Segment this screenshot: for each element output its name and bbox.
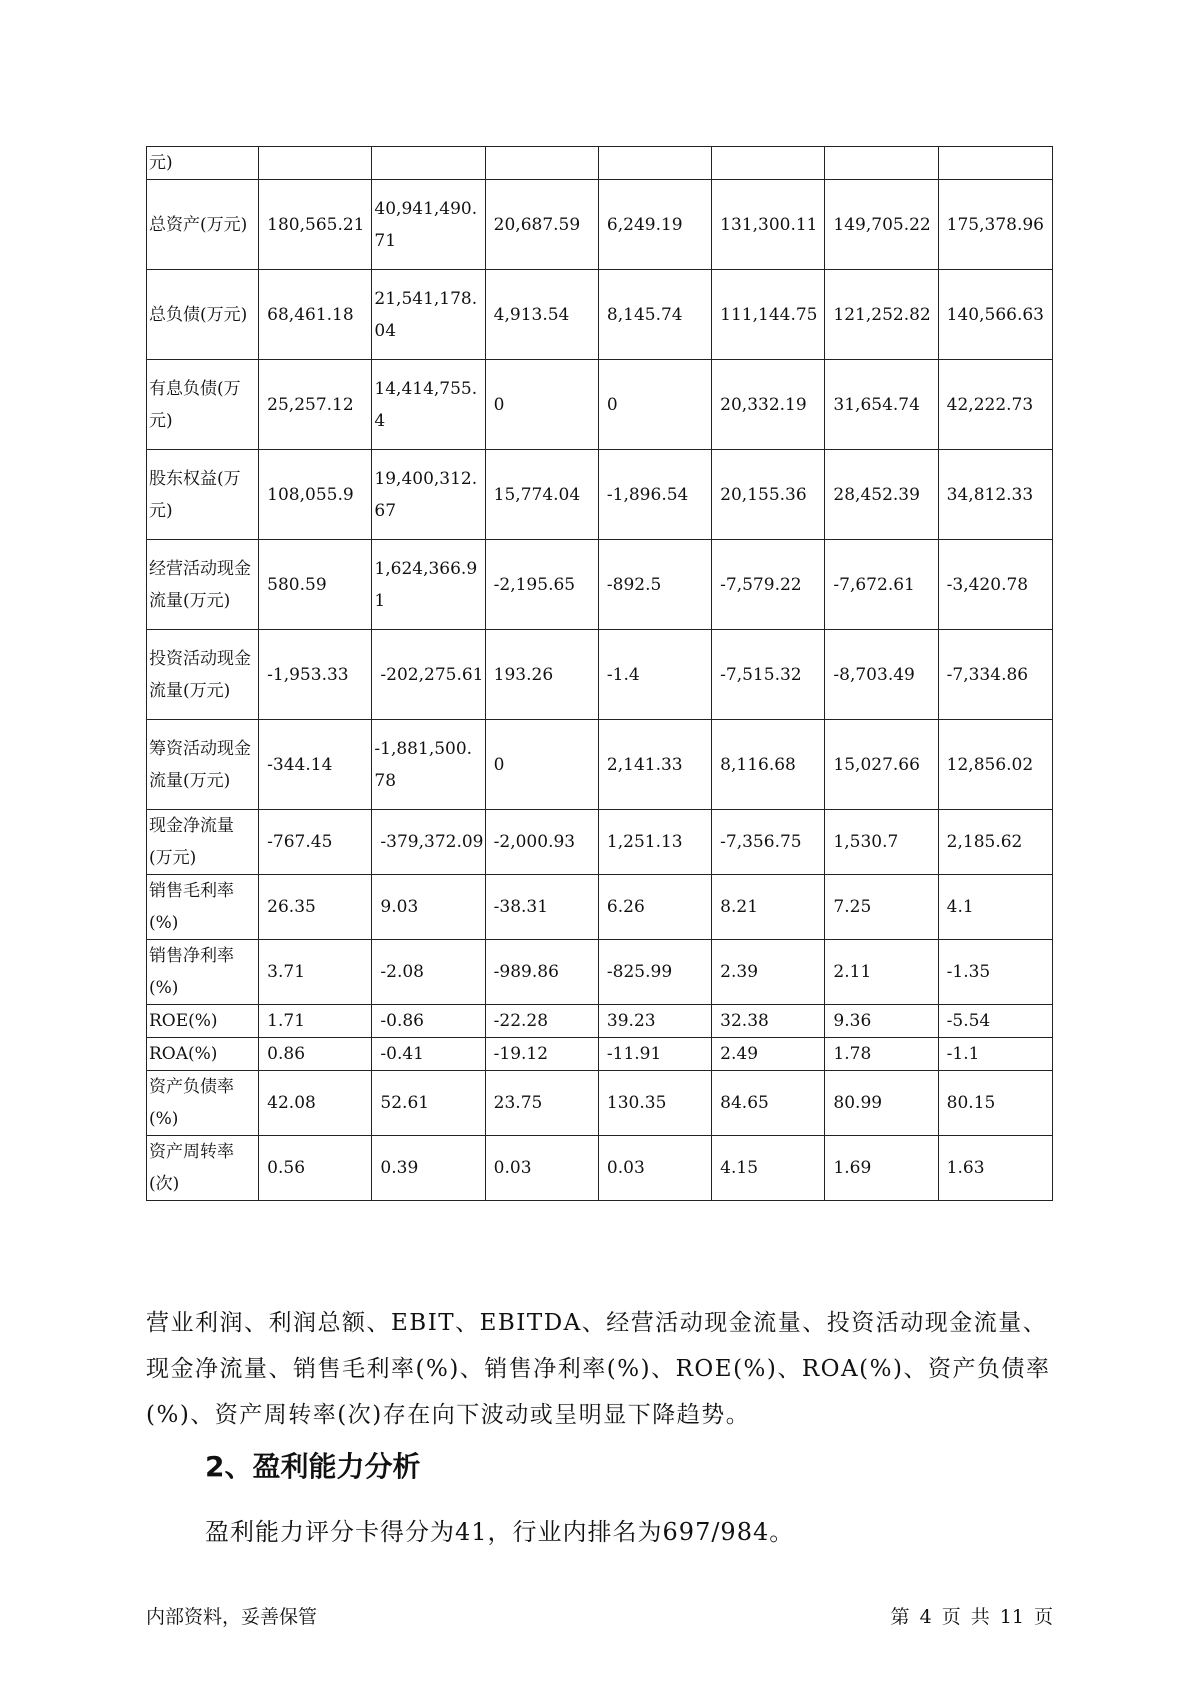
row-label: ROA(%)	[147, 1038, 259, 1071]
table-cell: 42,222.73	[938, 360, 1052, 450]
table-cell: 14,414,755.4	[372, 360, 485, 450]
table-cell: -2,195.65	[485, 540, 598, 630]
table-cell: 149,705.22	[825, 180, 938, 270]
table-cell: 19,400,312.67	[372, 450, 485, 540]
table-cell: -202,275.61	[372, 630, 485, 720]
table-cell: 12,856.02	[938, 720, 1052, 810]
table-cell: 130.35	[598, 1071, 711, 1136]
table-cell: 34,812.33	[938, 450, 1052, 540]
table-cell: 180,565.21	[259, 180, 372, 270]
footer-page-number: 第 4 页 共 11 页	[890, 1606, 1053, 1628]
table-cell: -344.14	[259, 720, 372, 810]
table-cell: -1.1	[938, 1038, 1052, 1071]
table-cell: -1,896.54	[598, 450, 711, 540]
table-cell: 28,452.39	[825, 450, 938, 540]
table-cell: 80.15	[938, 1071, 1052, 1136]
table-cell: 1.63	[938, 1136, 1052, 1201]
table-cell: -825.99	[598, 940, 711, 1005]
table-cell: -3,420.78	[938, 540, 1052, 630]
table-row	[147, 270, 1053, 360]
table-cell: 20,687.59	[485, 180, 598, 270]
row-label: 经营活动现金流量(万元)	[147, 540, 259, 630]
table-cell: 21,541,178.04	[372, 270, 485, 360]
table-cell: 2.11	[825, 940, 938, 1005]
row-label: 股东权益(万元)	[147, 450, 259, 540]
table-row	[147, 180, 1053, 270]
table-cell: 31,654.74	[825, 360, 938, 450]
table-cell: 0.86	[259, 1038, 372, 1071]
trend-summary-paragraph: 营业利润、利润总额、EBIT、EBITDA、经营活动现金流量、投资活动现金流量、现金净流量、销售毛利率(%)、销售净利率(%)、ROE(%)、ROA(%)、资产负债率(%)、资产周转率(次)存在向下波动或呈明显下降趋势。	[146, 1310, 1051, 1428]
table-cell: 25,257.12	[259, 360, 372, 450]
row-label: 筹资活动现金流量(万元)	[147, 720, 259, 810]
table-cell: 9.03	[372, 875, 485, 940]
table-cell	[372, 147, 485, 180]
table-row	[147, 147, 1053, 180]
table-cell: -1,881,500.78	[372, 720, 485, 810]
table-cell: 3.71	[259, 940, 372, 1005]
table-row	[147, 540, 1053, 630]
table-cell: 2.49	[712, 1038, 825, 1071]
table-body	[147, 147, 1053, 1201]
row-label: 元)	[147, 147, 259, 180]
table-row	[147, 1038, 1053, 1071]
table-cell: 1.69	[825, 1136, 938, 1201]
table-cell: 68,461.18	[259, 270, 372, 360]
table-cell: 0	[485, 360, 598, 450]
table-cell: -892.5	[598, 540, 711, 630]
table-cell: 2.39	[712, 940, 825, 1005]
table-cell	[259, 147, 372, 180]
row-label: ROE(%)	[147, 1005, 259, 1038]
table-cell: 2,141.33	[598, 720, 711, 810]
table-cell: 0	[485, 720, 598, 810]
table-cell: 0.03	[485, 1136, 598, 1201]
row-label: 销售毛利率(%)	[147, 875, 259, 940]
table-cell: 8,116.68	[712, 720, 825, 810]
table-row	[147, 720, 1053, 810]
table-cell	[598, 147, 711, 180]
table-cell: 8,145.74	[598, 270, 711, 360]
table-cell: -2,000.93	[485, 810, 598, 875]
table-cell: 2,185.62	[938, 810, 1052, 875]
table-cell: 1,530.7	[825, 810, 938, 875]
table-cell: -2.08	[372, 940, 485, 1005]
table-cell: 1,624,366.91	[372, 540, 485, 630]
table-cell: -0.41	[372, 1038, 485, 1071]
table-cell: 20,155.36	[712, 450, 825, 540]
table-cell: 26.35	[259, 875, 372, 940]
table-cell: 1.78	[825, 1038, 938, 1071]
table-cell: 42.08	[259, 1071, 372, 1136]
table-cell: -379,372.09	[372, 810, 485, 875]
table-cell: 1,251.13	[598, 810, 711, 875]
table-cell	[825, 147, 938, 180]
table-row	[147, 450, 1053, 540]
table-cell: 15,774.04	[485, 450, 598, 540]
table-cell: 108,055.9	[259, 450, 372, 540]
table-row	[147, 875, 1053, 940]
row-label: 销售净利率(%)	[147, 940, 259, 1005]
footer-confidential-note: 内部资料，妥善保管	[146, 1606, 318, 1628]
table-cell: -38.31	[485, 875, 598, 940]
table-cell: 6,249.19	[598, 180, 711, 270]
table-row	[147, 810, 1053, 875]
table-cell	[485, 147, 598, 180]
table-cell: 23.75	[485, 1071, 598, 1136]
table-cell: 0.39	[372, 1136, 485, 1201]
table-cell: 121,252.82	[825, 270, 938, 360]
table-cell: 9.36	[825, 1005, 938, 1038]
table-cell: -767.45	[259, 810, 372, 875]
table-row	[147, 630, 1053, 720]
row-label: 现金净流量(万元)	[147, 810, 259, 875]
table-cell: -1.4	[598, 630, 711, 720]
table-cell: 0	[598, 360, 711, 450]
table-cell: 193.26	[485, 630, 598, 720]
table-cell: -989.86	[485, 940, 598, 1005]
row-label: 有息负债(万元)	[147, 360, 259, 450]
section-heading: 2、盈利能力分析	[205, 1450, 421, 1483]
table-cell: -19.12	[485, 1038, 598, 1071]
table-cell: 39.23	[598, 1005, 711, 1038]
table-row	[147, 1005, 1053, 1038]
table-cell: -7,356.75	[712, 810, 825, 875]
table-cell: 140,566.63	[938, 270, 1052, 360]
row-label: 总资产(万元)	[147, 180, 259, 270]
table-cell	[938, 147, 1052, 180]
table-cell: -8,703.49	[825, 630, 938, 720]
table-row	[147, 360, 1053, 450]
table-cell: 84.65	[712, 1071, 825, 1136]
table-row	[147, 1136, 1053, 1201]
row-label: 投资活动现金流量(万元)	[147, 630, 259, 720]
table-cell: 111,144.75	[712, 270, 825, 360]
table-cell: 0.56	[259, 1136, 372, 1201]
row-label: 资产周转率(次)	[147, 1136, 259, 1201]
table-cell: 4.1	[938, 875, 1052, 940]
table-cell: 4.15	[712, 1136, 825, 1201]
table-cell: 1.71	[259, 1005, 372, 1038]
table-cell: 15,027.66	[825, 720, 938, 810]
table-cell: -1,953.33	[259, 630, 372, 720]
table-cell: 20,332.19	[712, 360, 825, 450]
table-cell: 0.03	[598, 1136, 711, 1201]
table-cell: -11.91	[598, 1038, 711, 1071]
row-label: 资产负债率(%)	[147, 1071, 259, 1136]
table-cell: 6.26	[598, 875, 711, 940]
table-cell: -7,515.32	[712, 630, 825, 720]
table-cell: 52.61	[372, 1071, 485, 1136]
table-cell: 7.25	[825, 875, 938, 940]
table-cell: 131,300.11	[712, 180, 825, 270]
table-cell: -1.35	[938, 940, 1052, 1005]
table-cell: -7,672.61	[825, 540, 938, 630]
table-cell: 175,378.96	[938, 180, 1052, 270]
table-cell: -0.86	[372, 1005, 485, 1038]
row-label: 总负债(万元)	[147, 270, 259, 360]
table-cell: 40,941,490.71	[372, 180, 485, 270]
table-cell: 32.38	[712, 1005, 825, 1038]
table-cell: -7,334.86	[938, 630, 1052, 720]
financial-indicators-table	[146, 146, 1053, 1201]
table-cell: -22.28	[485, 1005, 598, 1038]
table-row	[147, 940, 1053, 1005]
profitability-score-text: 盈利能力评分卡得分为41，行业内排名为697/984。	[205, 1518, 795, 1546]
table-cell	[712, 147, 825, 180]
table-row	[147, 1071, 1053, 1136]
table-cell: 580.59	[259, 540, 372, 630]
table-cell: -5.54	[938, 1005, 1052, 1038]
table-cell: 8.21	[712, 875, 825, 940]
table-cell: 4,913.54	[485, 270, 598, 360]
table-cell: 80.99	[825, 1071, 938, 1136]
table-cell: -7,579.22	[712, 540, 825, 630]
